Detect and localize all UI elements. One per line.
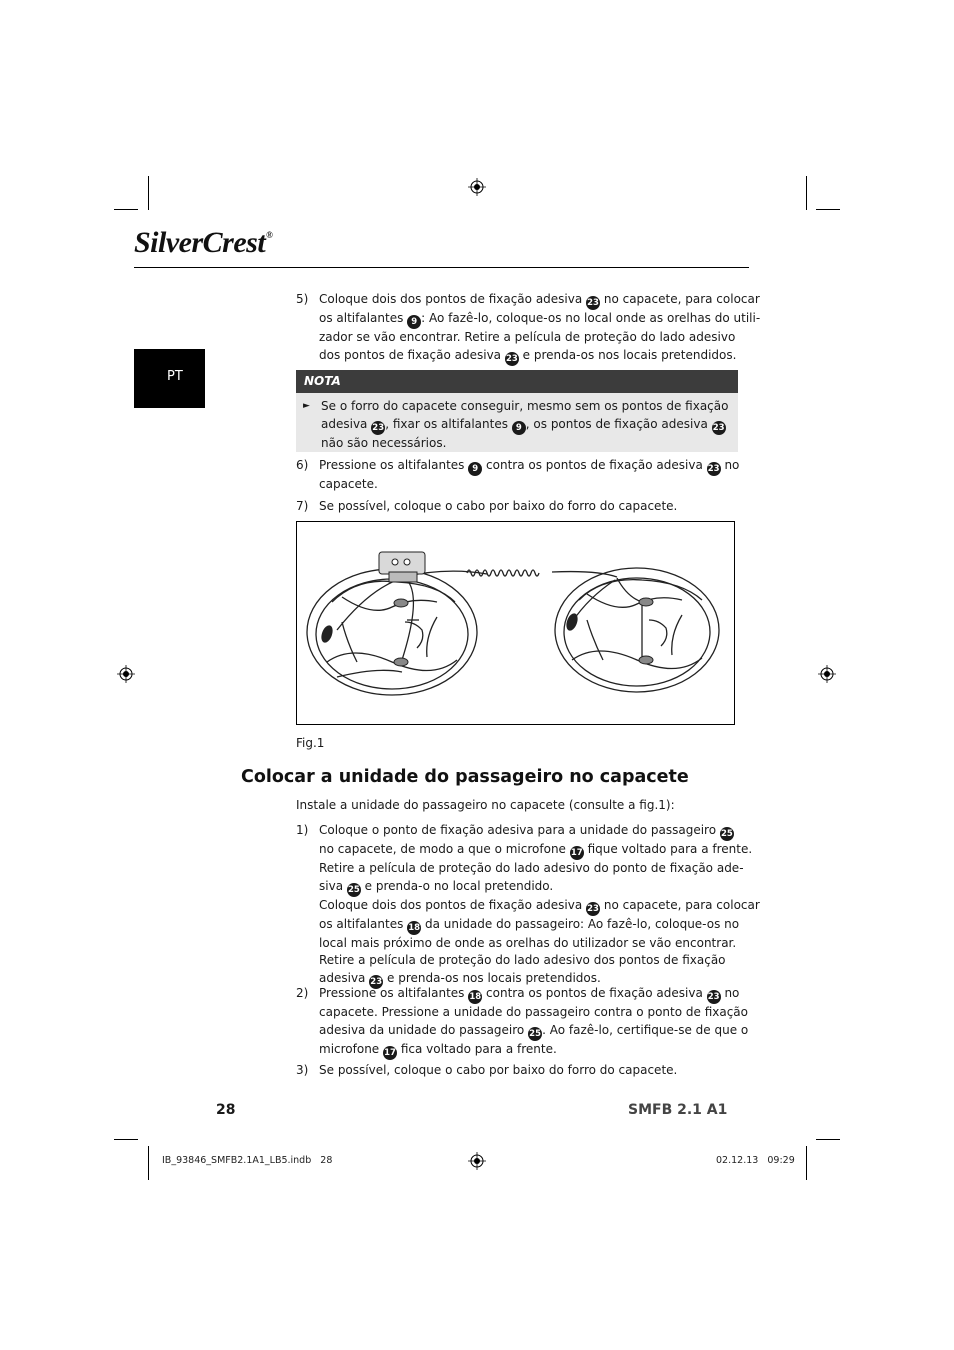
registration-mark-icon [818, 665, 836, 683]
text-run: da unidade do passageiro: Ao fazê-lo, coloque-os no [421, 916, 740, 931]
step-number: 1) [296, 823, 309, 837]
reference-number: 18 [408, 922, 421, 933]
text-line [319, 897, 760, 916]
step-number: 7) [296, 499, 309, 513]
passenger-step-2-text [319, 985, 748, 1060]
reference-number: 25 [720, 829, 733, 839]
text-run: Retire a película de proteção do lado adesivo dos pontos de fixação [319, 953, 726, 967]
reference-number: 9 [512, 421, 526, 435]
reference-number: 9 [407, 315, 421, 329]
text-run: : Ao fazê-lo, coloque-os no local onde as orelhas do utili- [421, 311, 761, 325]
text-line [321, 416, 728, 435]
text-line [319, 329, 760, 347]
text-run: Se o forro do capacete conseguir, mesmo sem os pontos de fixação [321, 399, 729, 413]
text-line [319, 1004, 748, 1022]
registration-mark-icon [468, 178, 486, 196]
crop-mark [816, 1139, 840, 1140]
text-run: contra os pontos de fixação adesiva [482, 458, 707, 472]
text-line [319, 291, 760, 310]
text-line [319, 457, 739, 476]
header-rule [134, 267, 749, 268]
reference-number: 23 [707, 992, 720, 1002]
text-line [319, 985, 748, 1004]
text-run: adesiva da unidade do passageiro [319, 1022, 529, 1037]
note-box [296, 370, 738, 452]
text-run: contra os pontos de fixação adesiva [482, 986, 707, 1000]
text-line [319, 841, 760, 860]
text-run: os altifalantes [319, 916, 408, 931]
text-run: e prenda-o no local pretendido. [360, 878, 554, 893]
text-line [319, 347, 760, 366]
text-run: siva [319, 878, 347, 893]
text-run: fica voltado para a frente. [397, 1041, 557, 1056]
text-run: local mais próximo de onde as orelhas do utilizador se vão encontrar. [319, 935, 737, 950]
note-text [321, 398, 728, 452]
text-run: adesiva [321, 416, 372, 431]
crop-mark [114, 1139, 138, 1140]
text-run: . Ao fazê-lo, certifique-se de que o [542, 1022, 749, 1037]
crop-mark [148, 176, 149, 210]
passenger-step-3-text: Se possível, coloque o cabo por baixo do forro do capacete. [319, 1063, 678, 1077]
text-line [319, 952, 760, 970]
text-run: capacete. Pressione a unidade do passageiro contra o ponto de fixação [319, 1005, 748, 1019]
reference-number: 23 [707, 464, 720, 474]
text-run: zador se vão encontrar. Retire a película de proteção do lado adesivo [319, 330, 736, 344]
text-run: no [720, 986, 740, 1000]
reference-number: 25 [347, 884, 360, 895]
text-run: microfone [319, 1041, 384, 1056]
reference-number: 9 [468, 462, 482, 476]
reference-number: 25 [529, 1028, 542, 1039]
figure-caption: Fig.1 [296, 736, 325, 750]
file-slug: IB_93846_SMFB2.1A1_LB5.indb 28 [162, 1155, 333, 1166]
registration-mark-icon [117, 665, 135, 683]
text-run: Coloque o ponto de fixação adesiva para a unidade do passageiro [319, 823, 720, 837]
step-7-text: Se possível, coloque o cabo por baixo do forro do capacete. [319, 499, 678, 513]
text-run: e prenda-os nos locais pretendidos. [518, 347, 737, 362]
reference-number: 23 [587, 903, 599, 914]
text-line [321, 398, 728, 416]
text-run: , fixar os altifalantes [385, 416, 512, 431]
note-header: NOTA [296, 370, 738, 393]
reference-number: 23 [712, 422, 725, 433]
registration-mark-icon [468, 1152, 486, 1170]
section-intro: Instale a unidade do passageiro no capacete (consulte a fig.1): [296, 798, 675, 812]
text-run: não são necessários. [321, 435, 447, 450]
helmet-illustration [297, 522, 734, 724]
text-line [319, 476, 739, 494]
text-line [319, 860, 760, 878]
crop-mark [806, 176, 807, 210]
text-line [319, 822, 760, 841]
crop-mark [114, 209, 138, 210]
section-title: Colocar a unidade do passageiro no capacete [241, 767, 689, 787]
step-number: 2) [296, 986, 309, 1000]
brand-logo: SilverCrest® [134, 226, 273, 259]
text-line [321, 435, 728, 453]
text-line [319, 878, 760, 897]
text-line [319, 310, 760, 329]
text-run: Coloque dois dos pontos de fixação adesiva [319, 897, 587, 912]
text-run: no [720, 458, 740, 472]
reference-number: 23 [587, 298, 599, 308]
text-run: Pressione os altifalantes [319, 458, 469, 472]
text-run: capacete. [319, 477, 378, 491]
text-run: e prenda-os nos locais pretendidos. [383, 970, 601, 985]
page-number: 28 [216, 1102, 236, 1118]
crop-mark [148, 1146, 149, 1180]
text-line [319, 1022, 748, 1041]
text-run: adesiva [319, 970, 370, 985]
date-slug: 02.12.13 09:29 [716, 1155, 795, 1166]
step-number: 6) [296, 458, 309, 472]
reference-number: 23 [505, 353, 518, 364]
bullet-icon: ► [303, 401, 310, 411]
text-run: Retire a película de proteção do lado adesivo do ponto de fixação ade- [319, 861, 744, 875]
text-run: Coloque dois dos pontos de fixação adesiva [319, 292, 587, 306]
text-run: no capacete, para colocar [600, 292, 760, 306]
step-5-text [319, 291, 760, 366]
text-line [319, 935, 760, 953]
reference-number: 17 [570, 848, 583, 858]
text-run: fique voltado para a frente. [583, 842, 753, 856]
text-run: Pressione os altifalantes [319, 986, 469, 1000]
step-number: 5) [296, 292, 309, 306]
passenger-step-1-text [319, 822, 760, 989]
crop-mark [806, 1146, 807, 1180]
text-line [319, 916, 760, 935]
figure-1 [296, 521, 735, 725]
reference-number: 17 [384, 1047, 396, 1058]
step-number: 3) [296, 1063, 309, 1077]
reference-number: 18 [469, 992, 482, 1002]
text-line [319, 1041, 748, 1060]
crop-mark [816, 209, 840, 210]
text-run: dos pontos de fixação adesiva [319, 347, 505, 362]
text-run: os altifalantes [319, 311, 408, 325]
reference-number: 23 [372, 422, 385, 433]
model-name: SMFB 2.1 A1 [628, 1102, 728, 1118]
text-run: no capacete, para colocar [600, 897, 760, 912]
language-tab: PT [134, 349, 205, 408]
text-run: no capacete, de modo a que o microfone [319, 842, 570, 856]
step-6-text [319, 457, 739, 494]
text-run: , os pontos de fixação adesiva [525, 416, 712, 431]
reference-number: 23 [370, 976, 383, 987]
